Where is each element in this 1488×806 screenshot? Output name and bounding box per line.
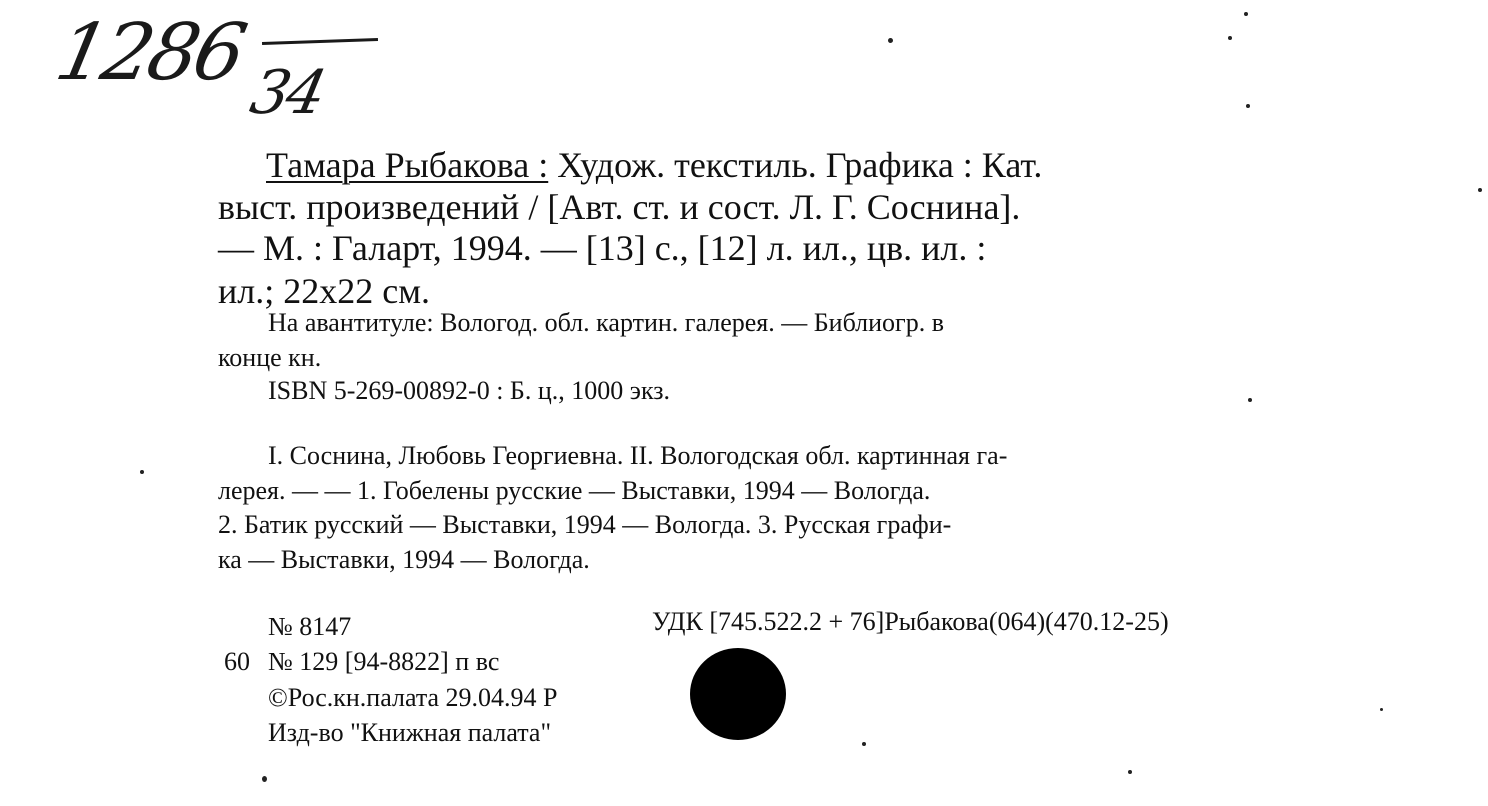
speck — [1128, 770, 1132, 774]
entry-line-2 — [218, 186, 1362, 228]
speck — [888, 38, 893, 43]
handwritten-number: 1286 — [48, 8, 251, 98]
copyright-line: ©Рос.кн.палата 29.04.94 Р — [268, 683, 558, 712]
note-line-1: На авантитуле: Вологод. обл. картин. галерея. — Библиогр. в — [268, 308, 944, 337]
publisher-line: Изд-во "Книжная палата" — [268, 718, 552, 747]
isbn-line: ISBN 5-269-00892-0 : Б. ц., 1000 экз. — [268, 376, 670, 405]
subject-line-3: 2. Батик русский — Выставки, 1994 — Вологда. 3. Русская графи- — [218, 510, 952, 539]
subject-line-1: I. Соснина, Любовь Георгиевна. II. Вологодская обл. картинная га- — [268, 441, 1008, 470]
subject-line-4: ка — Выставки, 1994 — Вологда. — [218, 545, 590, 574]
udk-code: УДК [745.522.2 + 76]Рыбакова(064)(470.12-25) — [652, 607, 1169, 636]
card-number: № 8147 — [268, 612, 352, 641]
speck — [262, 776, 267, 782]
speck — [862, 742, 866, 746]
handwritten-sub-number: 34 — [244, 58, 330, 128]
entry-title: Худож. текстиль. Графика : Кат. — [557, 145, 1043, 185]
entry-line-2-text: выст. произведений / [Авт. ст. и сост. Л. Г. Соснина]. — [218, 187, 1021, 227]
speck — [1478, 188, 1482, 192]
speck — [1248, 398, 1252, 402]
speck — [140, 470, 144, 474]
footer-prefix: 60 — [224, 647, 250, 676]
speck — [1228, 36, 1232, 40]
entry-line-1 — [266, 144, 1362, 186]
speck — [1246, 104, 1250, 108]
ink-blot — [690, 648, 786, 740]
speck — [1380, 708, 1383, 711]
speck — [1244, 12, 1248, 16]
handwritten-fraction-line — [262, 38, 378, 45]
footer-line-2: № 129 [94-8822] п вс — [268, 647, 500, 676]
entry-line-3: — М. : Галарт, 1994. — [13] с., [12] л. ил., цв. ил. : — [218, 228, 987, 268]
entry-author: Тамара Рыбакова : — [266, 145, 549, 185]
subject-line-2: лерея. — — 1. Гобелены русские — Выставки, 1994 — Вологда. — [218, 476, 931, 505]
note-line-2: конце кн. — [218, 343, 322, 372]
entry-line-4: ил.; 22х22 см. — [218, 271, 430, 311]
